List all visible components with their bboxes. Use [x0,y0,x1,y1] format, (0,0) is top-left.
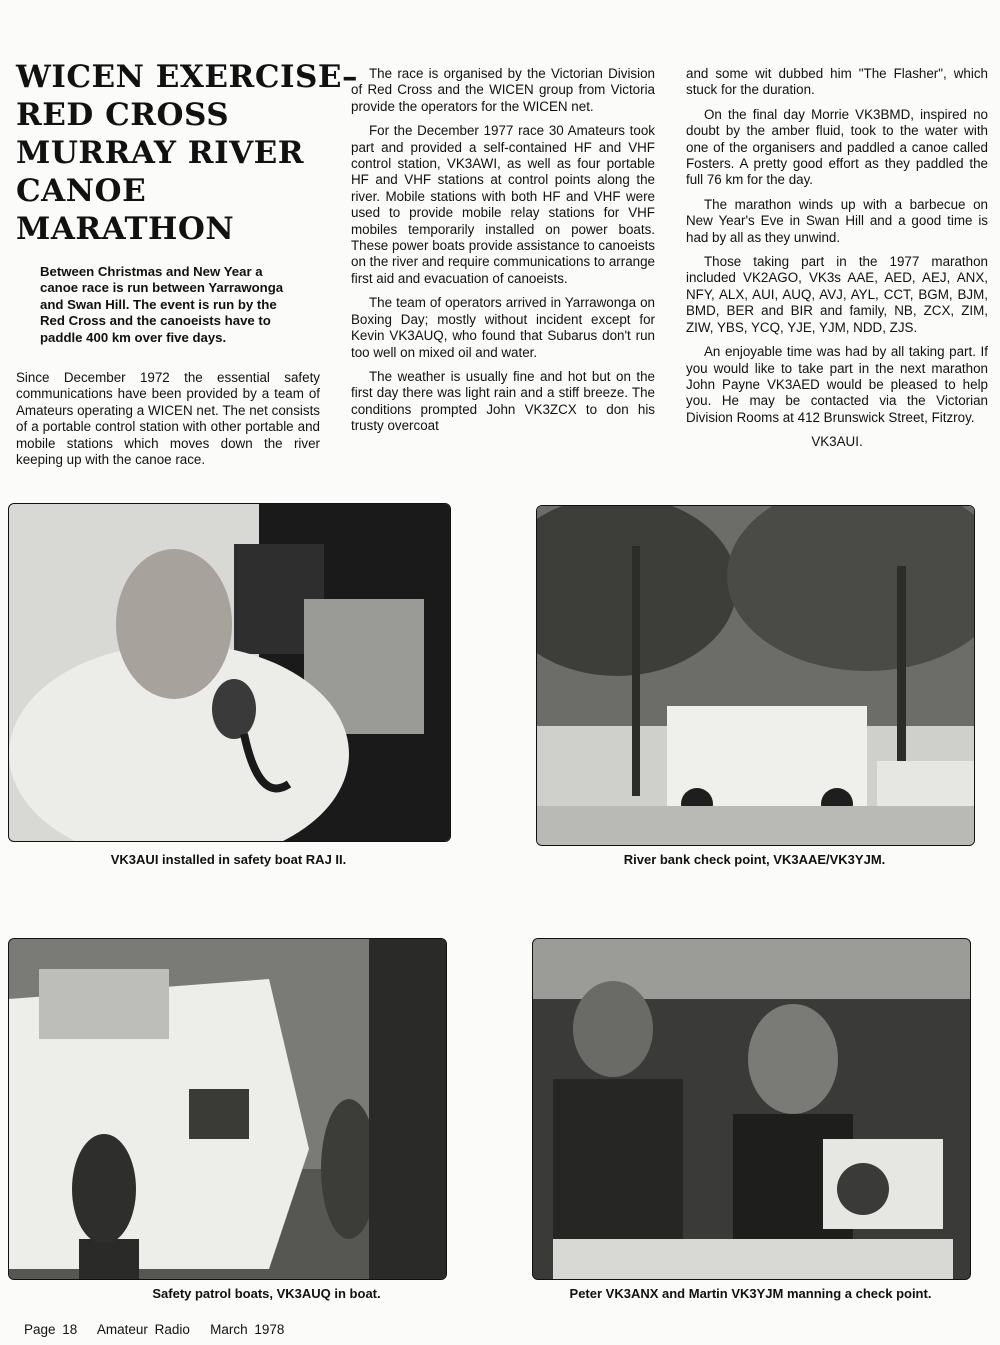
page-footer [24,1322,284,1337]
magazine-name: Amateur Radio [96,1322,190,1337]
text-column-3 [686,66,988,451]
photo-caption: Safety patrol boats, VK3AUQ in boat. [152,1286,381,1301]
paragraph: On the final day Morrie VK3BMD, inspired no doubt by the amber fluid, took to the water with one of the organisers and paddled a canoe called Fosters. A pretty good effort as they paddled the full 76 km for the day. [686,106,988,188]
title-line: CANOE [16,173,147,209]
paragraph: The race is organised by the Victorian Division of Red Cross and the WICEN group from Victoria provide the operators for the WICEN net. [351,66,655,114]
paragraph: Those taking part in the 1977 marathon included VK2AGO, VK3s AAE, AED, AEJ, ANX, NFY, ALX, AUI, AUQ, AVJ, AYL, CCT, BGM, BJM, BMD, BER and BIR and family, NB, ZCX, ZIM, ZIW, YBS, YCQ, YJE, YJM, NDD, ZJS. [686,254,988,335]
title-line: MURRAY RIVER [16,135,305,171]
title-line: WICEN EXERCISE– [16,59,359,95]
author-signature: VK3AUI. [811,434,863,450]
title-line: RED CROSS [16,97,230,133]
photo-caption: VK3AUI installed in safety boat RAJ II. [110,852,347,867]
page-number: Page 18 [24,1322,78,1337]
article-lede: Between Christmas and New Year a canoe race is run between Yarrawonga and Swan Hill. The event is run by the Red Cross and the canoeists have to paddle 400 km over five days. [40,264,284,345]
photo-safety-patrol-boats [8,938,447,1280]
photo-operator-in-boat [8,503,451,842]
photo-caption: Peter VK3ANX and Martin VK3YJM manning a check point. [569,1286,932,1301]
photo-operators-at-checkpoint [532,938,971,1280]
paragraph: and some wit dubbed him "The Flasher", which stuck for the duration. [686,66,988,98]
paragraph: Since December 1972 the essential safety communications have been provided by a team of Amateurs operating a WICEN net. The net consists of a portable control station with other portable and mobile stations which moves down the river keeping up with the canoe race. [16,370,320,468]
photo-caption: River bank check point, VK3AAE/VK3YJM. [623,852,886,867]
paragraph: For the December 1977 race 30 Amateurs took part and provided a self-contained HF and VHF control station, VK3AWI, as well as four portable HF and VHF stations at control points along the river. Mobile stations with both HF and VHF were used to provide mobile relay stations for VHF mobiles temporarily installed on power boats. These power boats provide assistance to canoeists on the river and require communications to arrange first aid and evacuation of canoeists. [351,123,655,286]
paragraph: The weather is usually fine and hot but on the first day there was light rain and a stiff breeze. The conditions prompted John VK3ZCX to don his trusty overcoat [351,368,655,434]
text-column-2 [351,66,655,443]
photo-river-bank-checkpoint [536,505,975,846]
article-title [16,58,359,248]
paragraph: The team of operators arrived in Yarrawonga on Boxing Day; mostly without incident except for Kevin VK3AUQ, who found that Subarus don't run too well on mixed oil and water. [351,295,655,360]
issue-date: March 1978 [210,1322,285,1337]
title-line: MARATHON [16,211,235,247]
text-column-1 [16,370,320,476]
paragraph: An enjoyable time was had by all taking part. If you would like to take part in the next marathon John Payne VK3AED would be pleased to help you. He may be contacted via the Victorian Division Rooms at 412 Brunswick Street, Fitzroy. [686,344,988,425]
paragraph: The marathon winds up with a barbecue on New Year's Eve in Swan Hill and a good time is had by all as they unwind. [686,196,988,245]
